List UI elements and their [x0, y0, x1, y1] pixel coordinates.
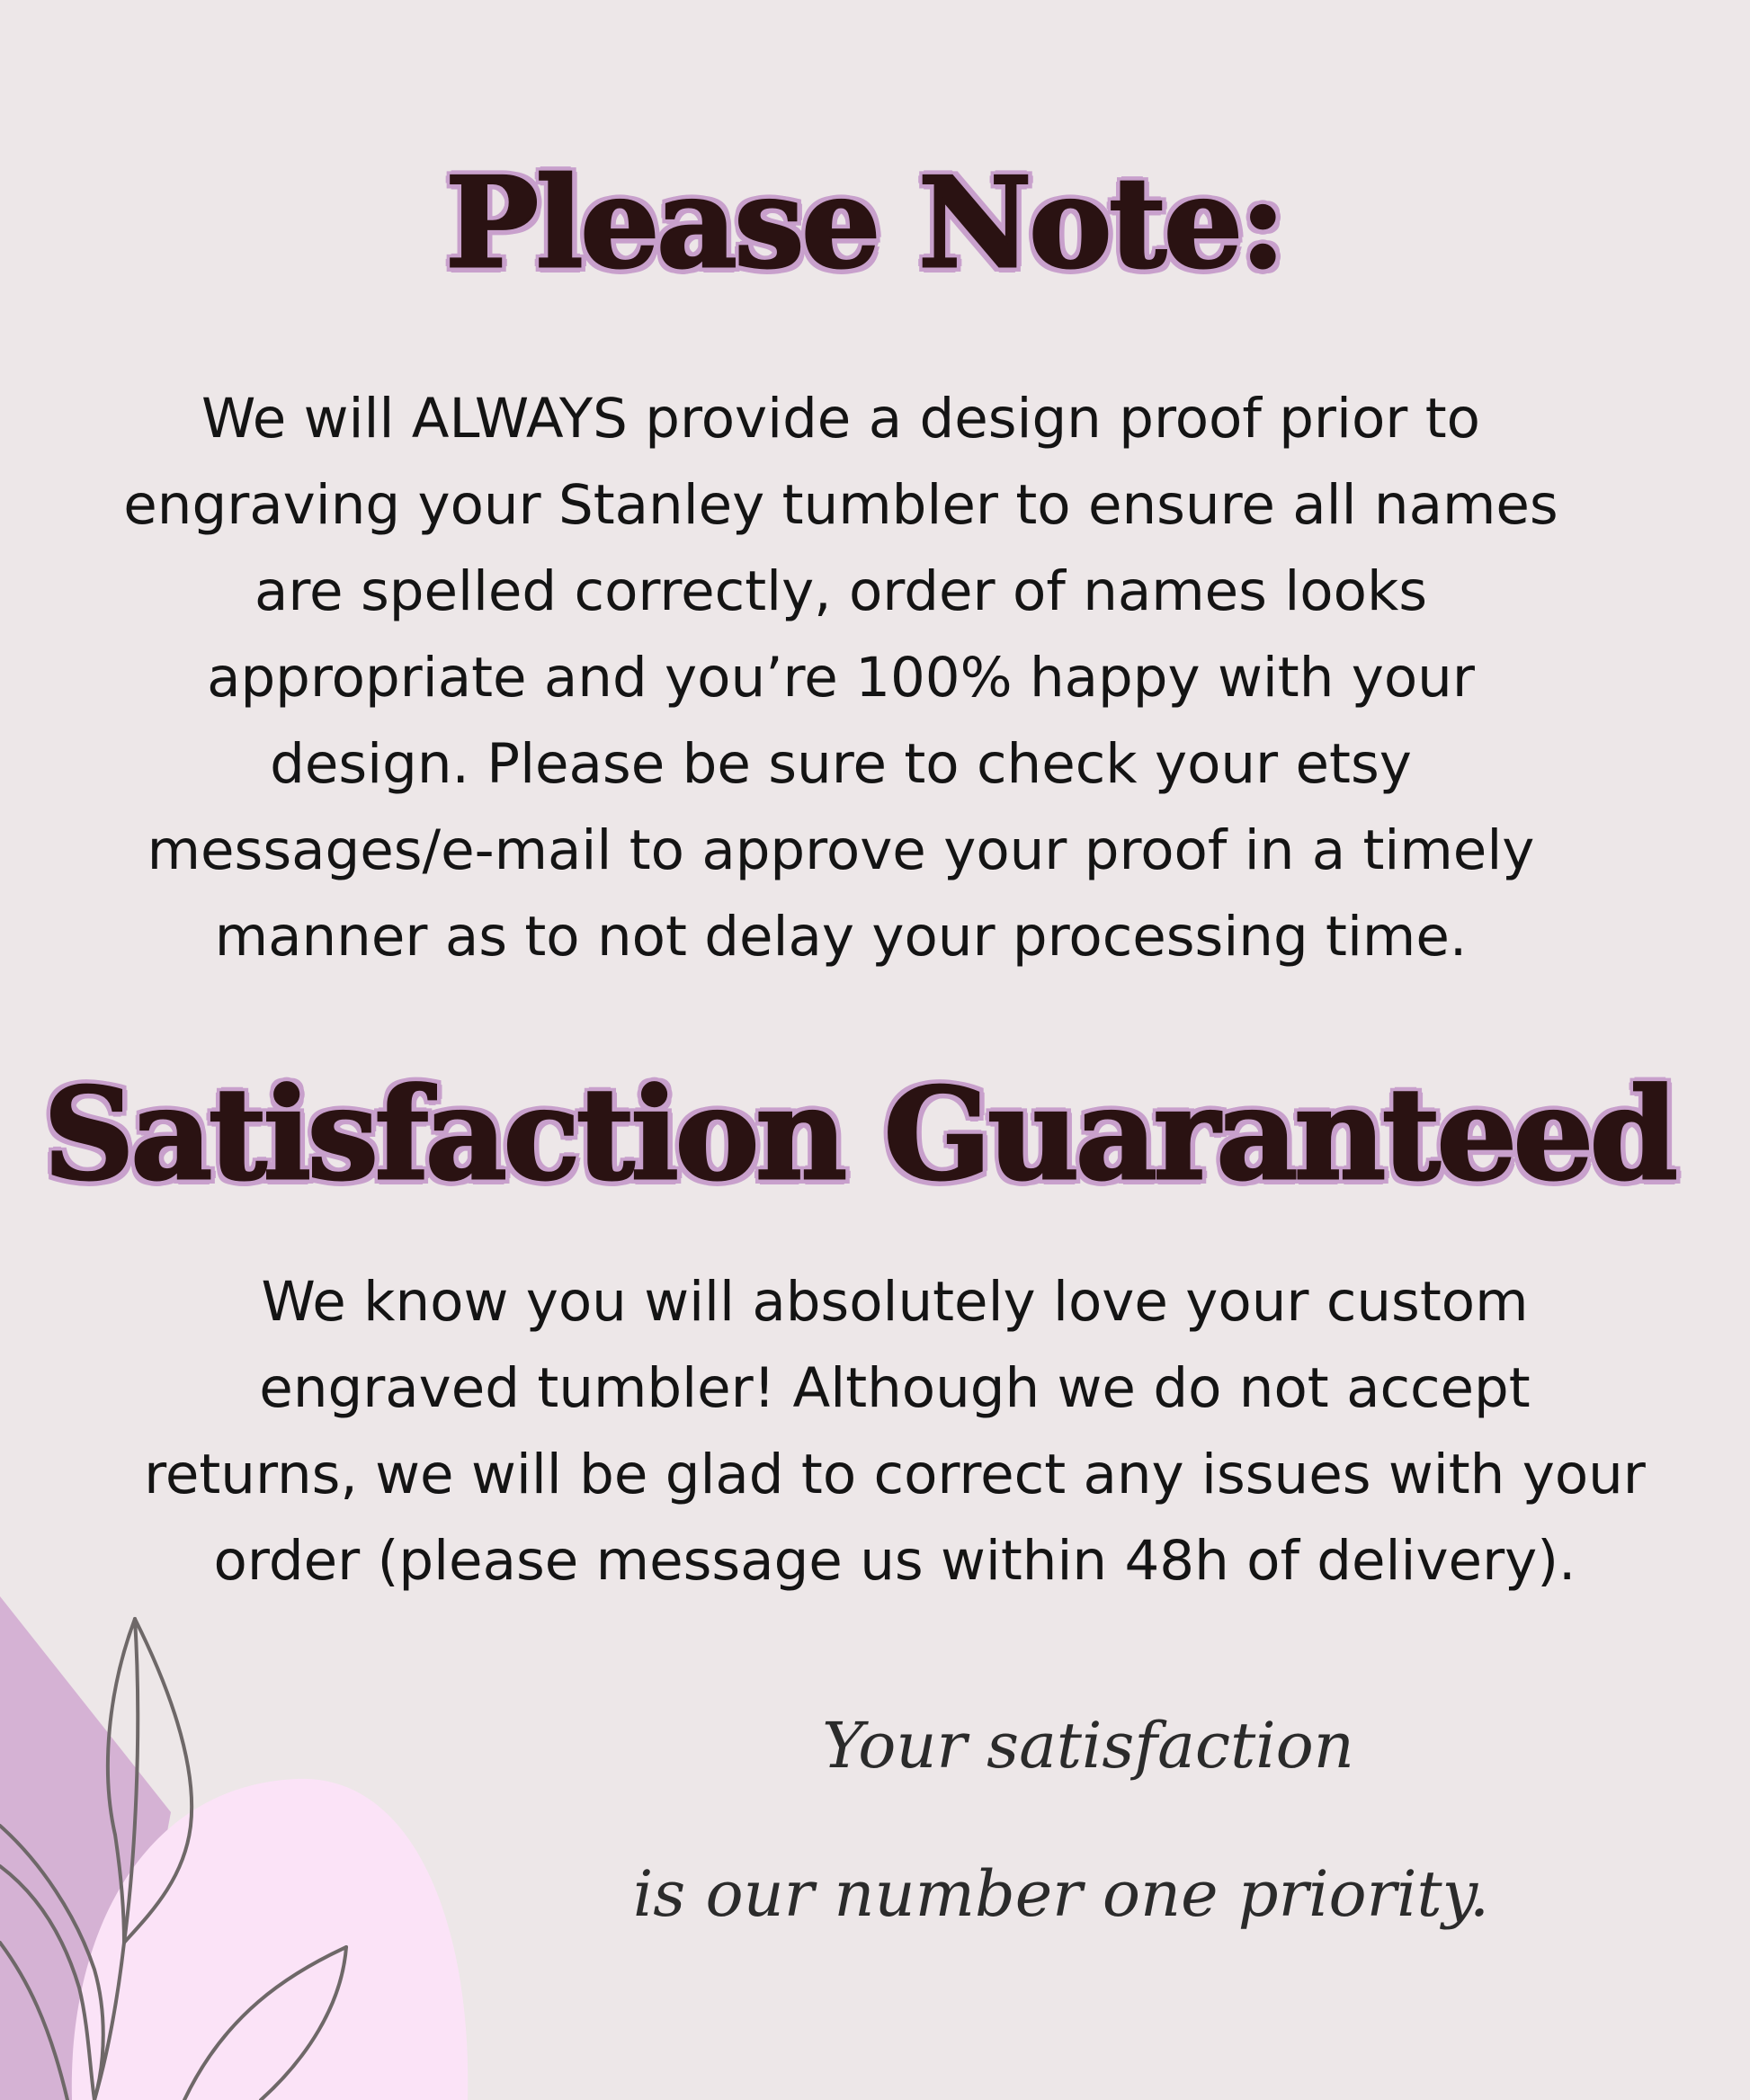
guarantee-line: We know you will absolutely love your custom [261, 1270, 1529, 1334]
note-line: are spelled correctly, order of names looks [254, 559, 1428, 623]
note-line: messages/e-mail to approve your proof in a timely [147, 818, 1535, 882]
pink-blob-shape [72, 1779, 468, 2100]
note-line: appropriate and you’re 100% happy with your [207, 646, 1475, 710]
leaf-branch-icon [0, 1619, 346, 2100]
purple-triangle-shape [0, 1596, 171, 2100]
note-line: We will ALWAYS provide a design proof prior to [201, 387, 1480, 451]
signature-line-2: is our number one priority. [632, 1857, 1490, 1931]
note-line: manner as to not delay your processing time. [214, 905, 1468, 969]
note-line: engraving your Stanley tumbler to ensure all names [123, 473, 1558, 537]
please-note-heading: Please Note: [445, 149, 1283, 296]
signature-line-1: Your satisfaction [822, 1709, 1354, 1783]
guarantee-line: order (please message us within 48h of delivery). [213, 1529, 1576, 1593]
guarantee-line: returns, we will be glad to correct any issues with your [144, 1443, 1646, 1506]
note-paragraph [36, 376, 1646, 980]
note-line: design. Please be sure to check your etsy [270, 732, 1412, 796]
guarantee-line: engraved tumbler! Although we do not accept [259, 1356, 1531, 1420]
guarantee-paragraph [72, 1259, 1718, 1604]
satisfaction-guaranteed-heading: Satisfaction Guaranteed [43, 1061, 1674, 1209]
